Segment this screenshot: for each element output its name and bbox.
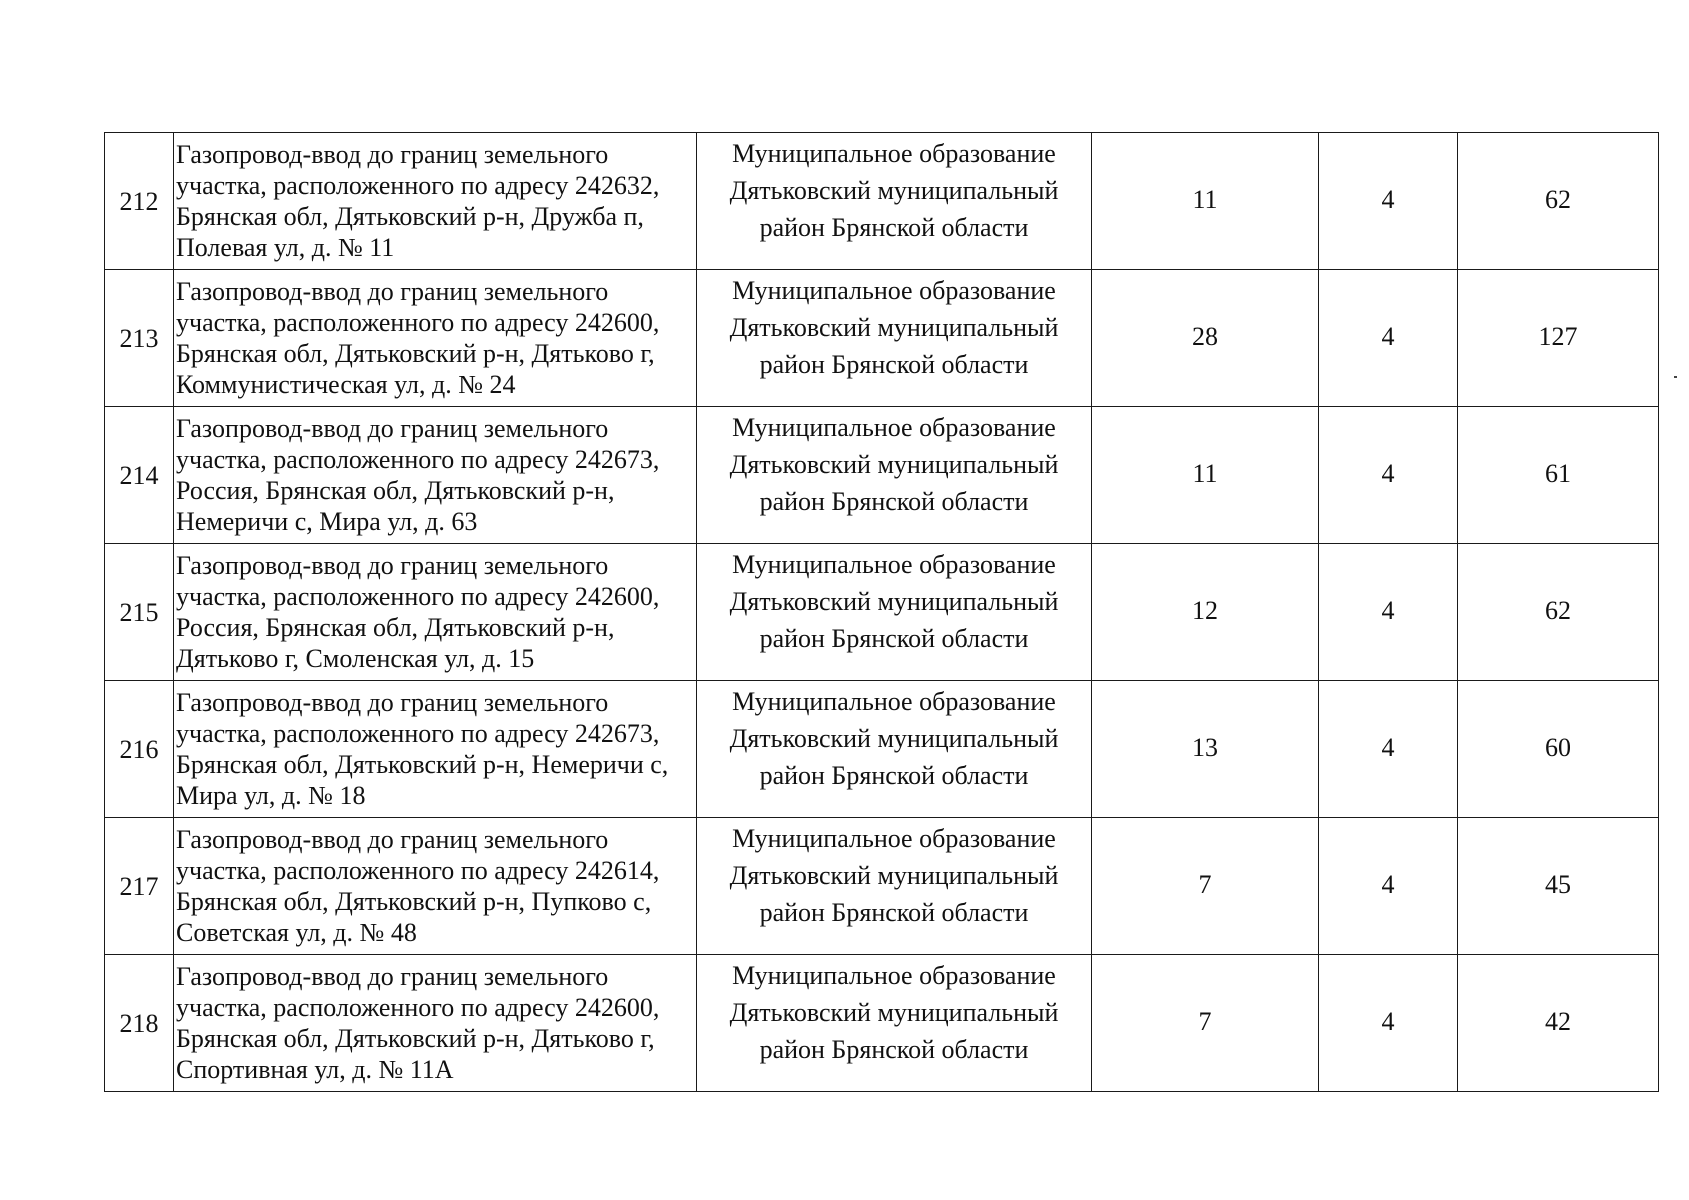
- registry-table-body: [105, 133, 1659, 1092]
- owner-cell: [697, 544, 1092, 681]
- value-cell-a: 11: [1092, 133, 1319, 270]
- row-number-cell: 213: [105, 270, 174, 407]
- owner-line: Муниципальное образование: [732, 413, 1056, 442]
- owner-line: Дятьковский муниципальный: [729, 861, 1059, 890]
- object-description-cell: Газопровод-ввод до границ земельного участка, расположенного по адресу 242673, Россия, Брянская обл, Дятьковский р-н, Немеричи с, Мира ул, д. 63: [174, 407, 697, 544]
- owner-cell: [697, 818, 1092, 955]
- owner-line: Муниципальное образование: [732, 961, 1056, 990]
- value-cell-a: 12: [1092, 544, 1319, 681]
- value-cell-a: 11: [1092, 407, 1319, 544]
- owner-line: Муниципальное образование: [732, 139, 1056, 168]
- value-cell-b: 4: [1319, 270, 1458, 407]
- owner-cell: [697, 955, 1092, 1092]
- table-row: [105, 681, 1659, 818]
- owner-line: район Брянской области: [759, 487, 1029, 516]
- value-cell-c: 62: [1458, 544, 1659, 681]
- table-row: [105, 407, 1659, 544]
- row-number-cell: 218: [105, 955, 174, 1092]
- owner-line: Муниципальное образование: [732, 687, 1056, 716]
- table-row: [105, 270, 1659, 407]
- row-number-cell: 214: [105, 407, 174, 544]
- value-cell-c: 127: [1458, 270, 1659, 407]
- owner-line: Дятьковский муниципальный: [729, 587, 1059, 616]
- value-cell-c: 45: [1458, 818, 1659, 955]
- row-number-cell: 212: [105, 133, 174, 270]
- owner-cell: [697, 681, 1092, 818]
- object-description-cell: Газопровод-ввод до границ земельного участка, расположенного по адресу 242632, Брянская обл, Дятьковский р-н, Дружба п, Полевая ул, д. № 11: [174, 133, 697, 270]
- value-cell-c: 42: [1458, 955, 1659, 1092]
- owner-line: Муниципальное образование: [732, 824, 1056, 853]
- document-sheet: [104, 132, 1652, 1092]
- value-cell-a: 13: [1092, 681, 1319, 818]
- object-description-cell: Газопровод-ввод до границ земельного участка, расположенного по адресу 242600, Россия, Брянская обл, Дятьковский р-н, Дятьково г, Смоленская ул, д. 15: [174, 544, 697, 681]
- object-description-cell: Газопровод-ввод до границ земельного участка, расположенного по адресу 242673, Брянская обл, Дятьковский р-н, Немеричи с, Мира ул, д. № 18: [174, 681, 697, 818]
- owner-line: район Брянской области: [759, 898, 1029, 927]
- object-description-cell: Газопровод-ввод до границ земельного участка, расположенного по адресу 242600, Брянская обл, Дятьковский р-н, Дятьково г, Коммунистическая ул, д. № 24: [174, 270, 697, 407]
- owner-line: Дятьковский муниципальный: [729, 998, 1059, 1027]
- registry-table: [104, 132, 1659, 1092]
- value-cell-a: 28: [1092, 270, 1319, 407]
- value-cell-c: 62: [1458, 133, 1659, 270]
- table-row: [105, 955, 1659, 1092]
- owner-line: район Брянской области: [759, 1035, 1029, 1064]
- object-description-cell: Газопровод-ввод до границ земельного участка, расположенного по адресу 242614, Брянская обл, Дятьковский р-н, Пупково с, Советская ул, д. № 48: [174, 818, 697, 955]
- owner-line: Дятьковский муниципальный: [729, 724, 1059, 753]
- owner-line: район Брянской области: [759, 350, 1029, 379]
- owner-line: район Брянской области: [759, 213, 1029, 242]
- value-cell-c: 61: [1458, 407, 1659, 544]
- row-number-cell: 217: [105, 818, 174, 955]
- table-row: [105, 818, 1659, 955]
- owner-line: Дятьковский муниципальный: [729, 450, 1059, 479]
- table-row: [105, 544, 1659, 681]
- owner-cell: [697, 407, 1092, 544]
- owner-line: Дятьковский муниципальный: [729, 176, 1059, 205]
- value-cell-b: 4: [1319, 681, 1458, 818]
- owner-line: район Брянской области: [759, 624, 1029, 653]
- value-cell-b: 4: [1319, 544, 1458, 681]
- owner-line: Муниципальное образование: [732, 276, 1056, 305]
- value-cell-c: 60: [1458, 681, 1659, 818]
- owner-line: Дятьковский муниципальный: [729, 313, 1059, 342]
- value-cell-b: 4: [1319, 133, 1458, 270]
- row-number-cell: 215: [105, 544, 174, 681]
- scan-speck: [1674, 376, 1677, 378]
- value-cell-a: 7: [1092, 818, 1319, 955]
- value-cell-a: 7: [1092, 955, 1319, 1092]
- owner-line: район Брянской области: [759, 761, 1029, 790]
- value-cell-b: 4: [1319, 818, 1458, 955]
- owner-cell: [697, 270, 1092, 407]
- row-number-cell: 216: [105, 681, 174, 818]
- object-description-cell: Газопровод-ввод до границ земельного участка, расположенного по адресу 242600, Брянская обл, Дятьковский р-н, Дятьково г, Спортивная ул, д. № 11А: [174, 955, 697, 1092]
- owner-cell: [697, 133, 1092, 270]
- owner-line: Муниципальное образование: [732, 550, 1056, 579]
- value-cell-b: 4: [1319, 955, 1458, 1092]
- table-row: [105, 133, 1659, 270]
- value-cell-b: 4: [1319, 407, 1458, 544]
